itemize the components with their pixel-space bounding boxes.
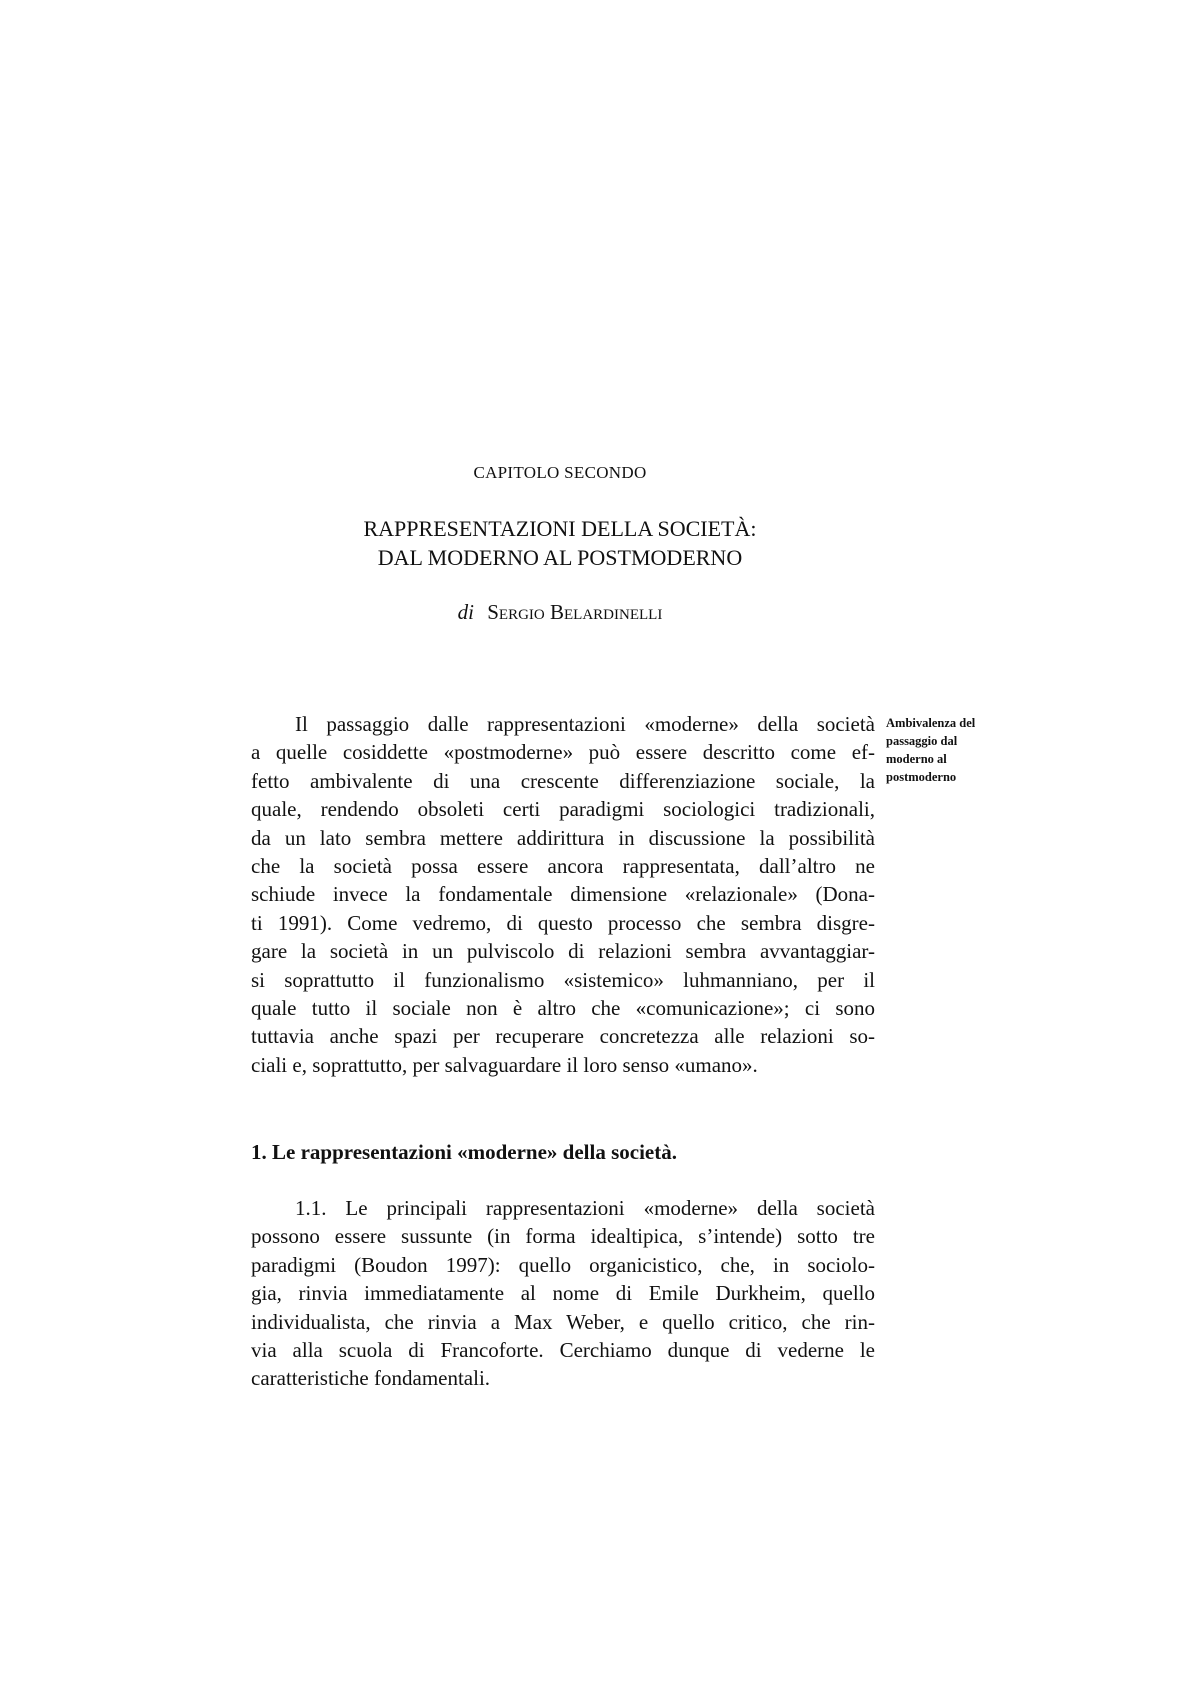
- paragraph-line: a quelle cosiddette «postmoderne» può essere descritto come ef-: [251, 740, 875, 765]
- byline-prefix: di: [457, 600, 474, 624]
- chapter-title-line-1: RAPPRESENTAZIONI DELLA SOCIETÀ:: [363, 516, 757, 541]
- paragraph-line: schiude invece la fondamentale dimensione «relazionale» (Dona-: [251, 882, 875, 907]
- paragraph-line: possono essere sussunte (in forma idealtipica, s’intende) sotto tre: [251, 1224, 875, 1249]
- paragraph-line: gare la società in un pulviscolo di relazioni sembra avvantaggiar-: [251, 939, 875, 964]
- paragraph-line: individualista, che rinvia a Max Weber, e quello critico, che rin-: [251, 1309, 875, 1334]
- chapter-title-line-2: DAL MODERNO AL POSTMODERNO: [377, 545, 743, 570]
- section-paragraph: [251, 1194, 875, 1393]
- margin-note-line: passaggio dal: [886, 734, 958, 748]
- margin-note: [886, 714, 1006, 786]
- margin-note-line: postmoderno: [886, 770, 957, 784]
- paragraph-line: ciali e, soprattutto, per salvaguardare il loro senso «umano».: [251, 1052, 758, 1077]
- paragraph-line: caratteristiche fondamentali.: [251, 1366, 491, 1391]
- paragraph-line: via alla scuola di Francoforte. Cerchiamo dunque di vederne le: [251, 1337, 875, 1362]
- paragraph-line: quale, rendendo obsoleti certi paradigmi sociologici tradizionali,: [251, 797, 875, 822]
- byline: [0, 600, 1120, 625]
- paragraph-line: tuttavia anche spazi per recuperare concretezza alle relazioni so-: [251, 1024, 875, 1049]
- paragraph-line: fetto ambivalente di una crescente differenziazione sociale, la: [251, 768, 875, 793]
- margin-note-line: Ambivalenza del: [886, 716, 976, 730]
- paragraph-line: paradigmi (Boudon 1997): quello organicistico, che, in sociolo-: [251, 1252, 875, 1277]
- paragraph-line: Il passaggio dalle rappresentazioni «moderne» della società: [295, 712, 875, 736]
- chapter-title: [0, 514, 1120, 572]
- paragraph-line: 1.1. Le principali rappresentazioni «moderne» della società: [295, 1196, 875, 1220]
- author-name: Sergio Belardinelli: [487, 600, 663, 624]
- paragraph-line: si soprattutto il funzionalismo «sistemico» luhmanniano, per il: [251, 967, 875, 992]
- paragraph-line: gia, rinvia immediatamente al nome di Emile Durkheim, quello: [251, 1281, 875, 1306]
- paragraph-line: da un lato sembra mettere addirittura in discussione la possibilità: [251, 825, 875, 850]
- margin-note-line: moderno al: [886, 752, 947, 766]
- paragraph-line: quale tutto il sociale non è altro che «comunicazione»; ci sono: [251, 995, 875, 1020]
- paragraph-line: che la società possa essere ancora rappresentata, dall’altro ne: [251, 853, 875, 878]
- section-heading: 1. Le rappresentazioni «moderne» della società.: [251, 1140, 677, 1164]
- paragraph-line: ti 1991). Come vedremo, di questo processo che sembra disgre-: [251, 910, 875, 935]
- chapter-label: CAPITOLO SECONDO: [473, 463, 647, 482]
- intro-paragraph: [251, 710, 875, 1079]
